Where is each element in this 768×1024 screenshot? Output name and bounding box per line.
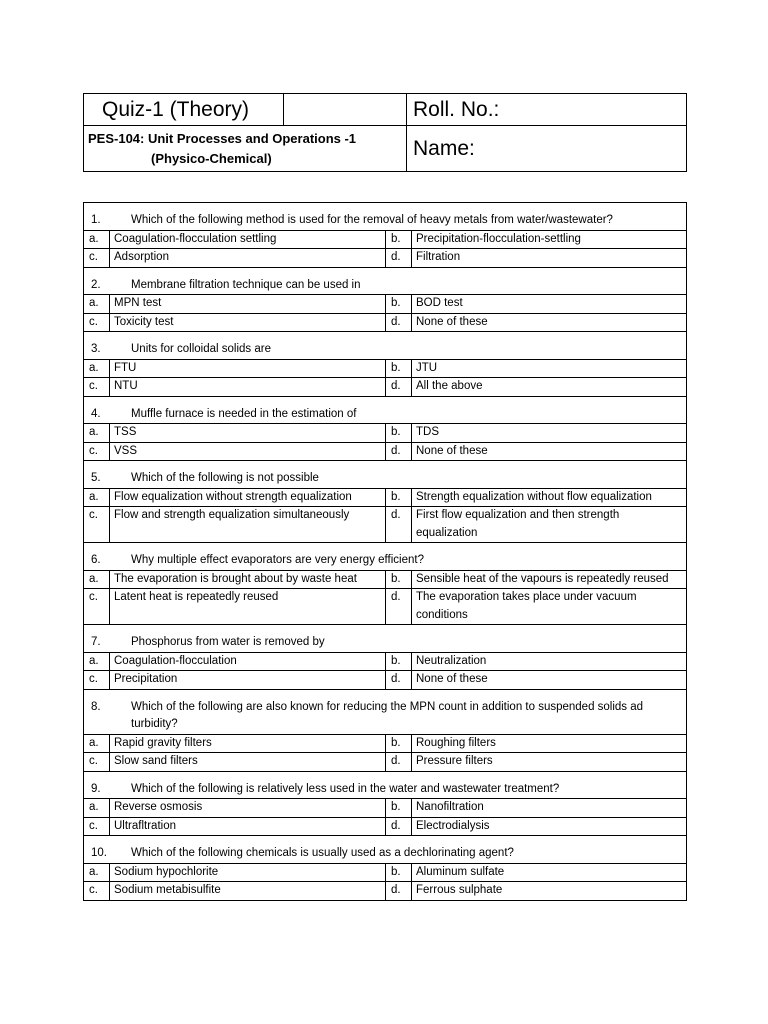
question-row — [84, 332, 687, 360]
question-row — [84, 625, 687, 653]
option-row — [84, 313, 687, 332]
option-letter: d. — [386, 442, 412, 461]
option-text: Roughing filters — [412, 734, 687, 753]
question-text: Why multiple effect evaporators are very energy efficient? — [131, 554, 424, 566]
question-cell — [84, 836, 687, 864]
option-row — [84, 249, 687, 268]
option-text: JTU — [412, 359, 687, 378]
option-text: Electrodialysis — [412, 817, 687, 836]
option-text: BOD test — [412, 295, 687, 314]
question-text: Membrane filtration technique can be used in — [131, 278, 361, 291]
option-row — [84, 589, 687, 625]
option-text: NTU — [110, 378, 386, 397]
question-text: Which of the following is relatively less used in the water and wastewater treatment? — [131, 782, 560, 795]
question-number: 8. — [91, 700, 101, 713]
option-letter: c. — [84, 249, 110, 268]
option-letter: a. — [84, 488, 110, 507]
option-row — [84, 671, 687, 690]
option-text: FTU — [110, 359, 386, 378]
option-text: Rapid gravity filters — [110, 734, 386, 753]
option-row — [84, 863, 687, 882]
option-text: MPN test — [110, 295, 386, 314]
option-row — [84, 424, 687, 443]
option-text: The evaporation takes place under vacuum conditions — [412, 589, 687, 625]
question-cell — [84, 332, 687, 360]
option-text: All the above — [412, 378, 687, 397]
option-letter: a. — [84, 295, 110, 314]
course-line-2: (Physico-Chemical) — [151, 150, 272, 166]
question-cell — [84, 461, 687, 489]
course-line-1: PES-104: Unit Processes and Operations -1 — [88, 130, 357, 146]
option-text: None of these — [412, 313, 687, 332]
question-cell — [84, 543, 687, 571]
option-row — [84, 734, 687, 753]
option-letter: c. — [84, 882, 110, 901]
option-text: Flow and strength equalization simultaneously — [110, 507, 386, 543]
option-row — [84, 507, 687, 543]
option-letter: c. — [84, 313, 110, 332]
option-letter: b. — [386, 424, 412, 443]
option-text: Neutralization — [412, 652, 687, 671]
question-number: 10. — [91, 847, 107, 859]
option-text: Strength equalization without flow equalization — [412, 488, 687, 507]
option-text: Nanofiltration — [412, 799, 687, 818]
course-title — [84, 126, 407, 172]
option-text: Reverse osmosis — [110, 799, 386, 818]
option-row — [84, 488, 687, 507]
option-letter: d. — [386, 589, 412, 625]
question-number: 3. — [91, 343, 101, 355]
question-number: 4. — [91, 407, 101, 420]
option-text: Coagulation-flocculation — [110, 652, 386, 671]
option-row — [84, 799, 687, 818]
option-letter: b. — [386, 799, 412, 818]
roll-number-label: Roll. No.: — [407, 94, 687, 126]
option-letter: a. — [84, 863, 110, 882]
question-row — [84, 543, 687, 571]
option-row — [84, 570, 687, 589]
option-text: Latent heat is repeatedly reused — [110, 589, 386, 625]
option-letter: d. — [386, 753, 412, 772]
option-text: TSS — [110, 424, 386, 443]
option-text: TDS — [412, 424, 687, 443]
option-letter: d. — [386, 378, 412, 397]
question-row — [84, 689, 687, 734]
option-letter: c. — [84, 507, 110, 543]
option-text: Slow sand filters — [110, 753, 386, 772]
option-text: Flow equalization without strength equalization — [110, 488, 386, 507]
option-text: Adsorption — [110, 249, 386, 268]
question-cell — [84, 771, 687, 799]
option-letter: a. — [84, 359, 110, 378]
option-letter: d. — [386, 882, 412, 901]
option-letter: c. — [84, 589, 110, 625]
question-text: Which of the following are also known for reducing the MPN count in addition to suspended solids ad turbidity? — [131, 700, 644, 730]
question-number: 5. — [91, 472, 101, 484]
option-letter: b. — [386, 230, 412, 249]
option-letter: d. — [386, 313, 412, 332]
option-letter: b. — [386, 359, 412, 378]
option-letter: d. — [386, 507, 412, 543]
question-cell — [84, 396, 687, 424]
option-letter: b. — [386, 734, 412, 753]
option-text: Toxicity test — [110, 313, 386, 332]
option-text: Sensible heat of the vapours is repeatedly reused — [412, 570, 687, 589]
header-table — [83, 93, 687, 172]
option-text: Ultrafltration — [110, 817, 386, 836]
option-text: Precipitation-flocculation-settling — [412, 230, 687, 249]
option-row — [84, 359, 687, 378]
option-text: Sodium metabisulfite — [110, 882, 386, 901]
option-letter: c. — [84, 442, 110, 461]
question-text: Which of the following chemicals is usually used as a dechlorinating agent? — [131, 847, 514, 859]
option-text: None of these — [412, 442, 687, 461]
option-text: The evaporation is brought about by waste heat — [110, 570, 386, 589]
question-cell — [84, 689, 687, 734]
option-text: Precipitation — [110, 671, 386, 690]
option-letter: a. — [84, 799, 110, 818]
question-cell — [84, 267, 687, 295]
question-number: 2. — [91, 278, 101, 291]
option-letter: b. — [386, 295, 412, 314]
question-cell — [84, 625, 687, 653]
question-text: Which of the following is not possible — [131, 472, 319, 484]
question-cell — [84, 203, 687, 231]
option-letter: d. — [386, 671, 412, 690]
question-number: 9. — [91, 782, 101, 795]
question-text: Which of the following method is used for the removal of heavy metals from water/wastewater? — [131, 214, 613, 226]
question-number: 6. — [91, 554, 101, 566]
question-row — [84, 267, 687, 295]
question-text: Muffle furnace is needed in the estimation of — [131, 407, 357, 420]
option-letter: a. — [84, 230, 110, 249]
option-text: First flow equalization and then strength equalization — [412, 507, 687, 543]
option-letter: c. — [84, 817, 110, 836]
option-text: Ferrous sulphate — [412, 882, 687, 901]
quiz-title: Quiz-1 (Theory) — [84, 94, 284, 126]
question-number: 1. — [91, 214, 101, 226]
question-row — [84, 836, 687, 864]
option-row — [84, 882, 687, 901]
name-label: Name: — [407, 126, 687, 172]
option-text: None of these — [412, 671, 687, 690]
option-letter: b. — [386, 570, 412, 589]
question-row — [84, 461, 687, 489]
option-row — [84, 378, 687, 397]
question-text: Units for colloidal solids are — [131, 343, 271, 355]
option-text: Filtration — [412, 249, 687, 268]
option-letter: b. — [386, 863, 412, 882]
option-letter: a. — [84, 424, 110, 443]
option-letter: a. — [84, 734, 110, 753]
option-row — [84, 442, 687, 461]
option-row — [84, 753, 687, 772]
option-text: Pressure filters — [412, 753, 687, 772]
question-text: Phosphorus from water is removed by — [131, 636, 325, 648]
question-row — [84, 203, 687, 231]
option-text: Aluminum sulfate — [412, 863, 687, 882]
option-letter: c. — [84, 378, 110, 397]
option-row — [84, 652, 687, 671]
option-text: Sodium hypochlorite — [110, 863, 386, 882]
option-text: Coagulation-flocculation settling — [110, 230, 386, 249]
option-letter: a. — [84, 652, 110, 671]
option-row — [84, 295, 687, 314]
option-letter: c. — [84, 753, 110, 772]
option-letter: d. — [386, 817, 412, 836]
option-row — [84, 230, 687, 249]
option-row — [84, 817, 687, 836]
option-letter: b. — [386, 652, 412, 671]
quiz-table — [83, 202, 687, 901]
header-blank-cell — [284, 94, 407, 126]
option-letter: a. — [84, 570, 110, 589]
option-letter: b. — [386, 488, 412, 507]
question-row — [84, 396, 687, 424]
option-letter: d. — [386, 249, 412, 268]
question-row — [84, 771, 687, 799]
option-letter: c. — [84, 671, 110, 690]
option-text: VSS — [110, 442, 386, 461]
question-number: 7. — [91, 636, 101, 648]
